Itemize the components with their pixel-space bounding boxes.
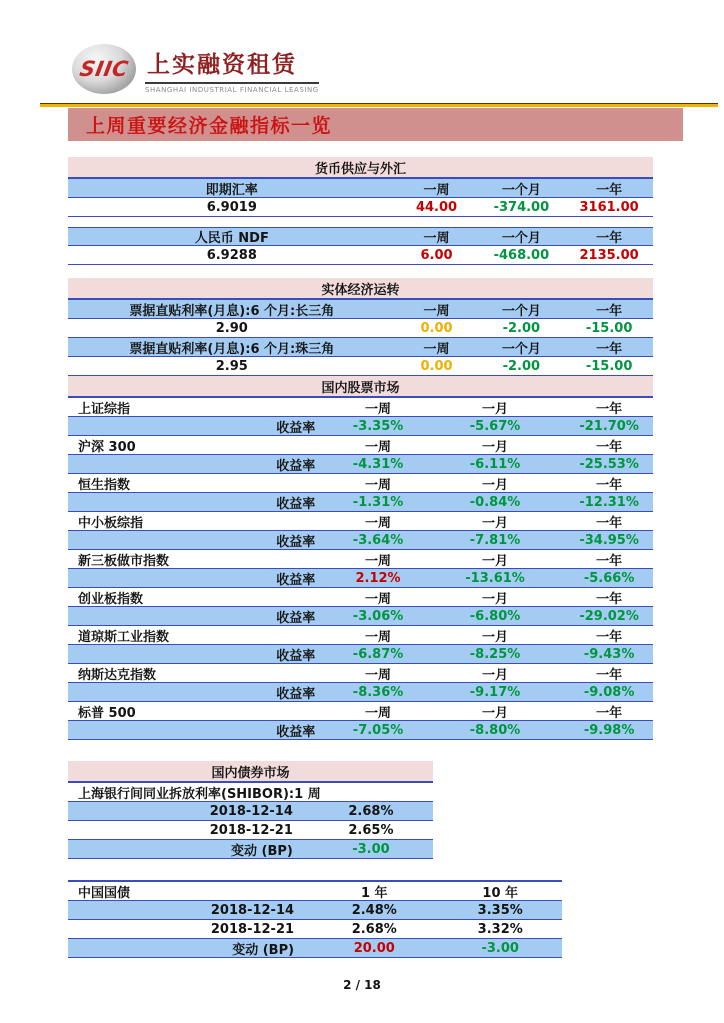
yield-value: -4.31% [352, 456, 404, 472]
period-header: 一个月 [501, 341, 541, 357]
yield-label: 收益率 [276, 724, 316, 740]
treasury-table [68, 880, 562, 958]
period-header: 一月 [482, 629, 509, 645]
indicator-value-row [68, 319, 653, 338]
change-value: -374.00 [493, 199, 550, 215]
treasury-label: 中国国债 [78, 885, 131, 901]
period-header: 一周 [365, 591, 392, 607]
section-title: 实体经济运转 [321, 282, 400, 298]
yield-value: -21.70% [579, 418, 639, 434]
yield-value: -34.95% [579, 532, 639, 548]
row-label: 2018-12-14 [209, 803, 293, 819]
siic-logo-icon [72, 44, 136, 94]
row-value: 3.35% [477, 902, 523, 918]
page-title-banner [68, 108, 683, 141]
economy-table [68, 278, 653, 376]
index-name: 恒生指数 [78, 477, 131, 493]
row-value: 2.68% [348, 803, 394, 819]
change-value: -2.00 [502, 358, 541, 374]
period-header: 一年 [596, 591, 623, 607]
period-header: 一年 [596, 401, 623, 417]
page-number: 2 / 18 [343, 978, 381, 992]
period-header: 一年 [596, 515, 623, 531]
row-value: -3.00 [481, 940, 519, 956]
row-value: 20.00 [353, 940, 395, 956]
data-row [68, 939, 562, 958]
yield-value: -29.02% [579, 608, 639, 624]
section-title: 国内债券市场 [211, 765, 290, 781]
company-name-cn: 上实融资租赁 [145, 44, 319, 84]
change-value: 44.00 [415, 199, 458, 215]
yield-value: -12.31% [579, 494, 639, 510]
period-header: 一年 [596, 477, 623, 493]
period-header: 一周 [365, 515, 392, 531]
index-header-row [68, 550, 653, 569]
row-label: 变动 (BP) [232, 942, 295, 958]
data-row [68, 802, 433, 821]
period-header: 一年 [596, 629, 623, 645]
index-yield-row [68, 645, 653, 664]
period-header: 一周 [365, 401, 392, 417]
yield-label: 收益率 [276, 496, 316, 512]
period-header: 一周 [423, 303, 450, 319]
index-name: 创业板指数 [78, 591, 144, 607]
index-name: 新三板做市指数 [78, 553, 170, 569]
indicator-label: 票据直贴利率(月息):6 个月:长三角 [129, 303, 335, 319]
index-header-row [68, 512, 653, 531]
period-header: 一年 [596, 705, 623, 721]
period-header: 一年 [596, 341, 623, 357]
period-header: 一月 [482, 591, 509, 607]
yield-label: 收益率 [276, 420, 316, 436]
yield-value: -8.36% [352, 684, 404, 700]
index-yield-row [68, 683, 653, 702]
change-value: 6.00 [420, 247, 453, 263]
index-yield-row [68, 569, 653, 588]
index-yield-row [68, 417, 653, 436]
period-header: 一周 [423, 231, 450, 246]
index-name: 上证综指 [78, 401, 131, 417]
period-header: 一年 [596, 303, 623, 319]
period-header: 一周 [423, 341, 450, 357]
change-value: 2135.00 [579, 247, 639, 263]
section-header [68, 376, 653, 398]
table-gap [68, 217, 653, 227]
index-header-row [68, 474, 653, 493]
yield-label: 收益率 [276, 458, 316, 474]
period-header: 一年 [596, 667, 623, 683]
indicator-header-row [68, 179, 653, 198]
yield-value: -13.61% [465, 570, 525, 586]
index-header-row [68, 588, 653, 607]
indicator-header-row [68, 338, 653, 357]
period-header: 一年 [596, 553, 623, 569]
section-header [68, 278, 653, 300]
data-row [68, 901, 562, 920]
yield-value: -1.31% [352, 494, 404, 510]
row-value: 2.48% [351, 902, 397, 918]
stock-market-table [68, 376, 653, 740]
indicator-label: 票据直贴利率(月息):6 个月:珠三角 [129, 341, 335, 357]
indicator-header-row [68, 227, 653, 246]
data-row [68, 840, 433, 859]
yield-value: -5.67% [469, 418, 521, 434]
yield-value: -7.05% [352, 722, 404, 738]
yield-value: -9.08% [583, 684, 635, 700]
yield-value: -5.66% [583, 570, 635, 586]
indicator-value-row [68, 198, 653, 217]
yield-value: -3.06% [352, 608, 404, 624]
change-value: 3161.00 [579, 199, 639, 215]
period-header: 一周 [365, 439, 392, 455]
yield-label: 收益率 [276, 610, 316, 626]
yield-value: -6.80% [469, 608, 521, 624]
yield-label: 收益率 [276, 572, 316, 588]
row-value: 2.68% [351, 921, 397, 937]
siic-logo-text: SIIC [77, 57, 131, 81]
row-value: 3.32% [477, 921, 523, 937]
change-value: 0.00 [420, 358, 453, 374]
period-header: 一个月 [501, 231, 541, 246]
shibor-label: 上海银行间同业拆放利率(SHIBOR):1 周 [78, 786, 321, 802]
index-header-row [68, 398, 653, 417]
tenor-header: 10 年 [482, 885, 519, 901]
index-name: 纳斯达克指数 [78, 667, 157, 683]
row-label: 变动 (BP) [231, 843, 293, 859]
change-value: -2.00 [502, 320, 541, 336]
period-header: 一年 [596, 231, 623, 246]
index-header-row [68, 664, 653, 683]
tenor-header: 1 年 [360, 885, 388, 901]
yield-value: -8.25% [469, 646, 521, 662]
period-header: 一周 [423, 182, 450, 198]
index-header-row [68, 436, 653, 455]
yield-label: 收益率 [276, 686, 316, 702]
period-header: 一周 [365, 705, 392, 721]
company-name-en: SHANGHAI INDUSTRIAL FINANCIAL LEASING [145, 86, 319, 94]
section-title: 货币供应与外汇 [314, 161, 406, 177]
shibor-label-row [68, 783, 433, 802]
period-header: 一年 [596, 439, 623, 455]
yield-value: -9.17% [469, 684, 521, 700]
period-header: 一年 [596, 182, 623, 198]
yield-label: 收益率 [276, 534, 316, 550]
company-names [145, 44, 319, 94]
change-value: -468.00 [493, 247, 550, 263]
period-header: 一月 [482, 705, 509, 721]
period-header: 一周 [365, 629, 392, 645]
section-header [68, 761, 433, 783]
yield-value: -7.81% [469, 532, 521, 548]
index-name: 沪深 300 [78, 439, 136, 455]
page-title: 上周重要经济金融指标一览 [86, 115, 333, 137]
data-row [68, 821, 433, 840]
indicator-value: 6.9019 [206, 199, 257, 215]
change-value: 0.00 [420, 320, 453, 336]
index-yield-row [68, 455, 653, 474]
indicator-value: 6.9288 [206, 247, 257, 263]
change-value: -15.00 [585, 320, 633, 336]
gold-divider [40, 103, 718, 107]
period-header: 一月 [482, 477, 509, 493]
section-title: 国内股票市场 [321, 380, 400, 396]
period-header: 一个月 [501, 182, 541, 198]
indicator-label: 即期汇率 [205, 182, 258, 198]
forex-table [68, 157, 653, 265]
indicator-label: 人民币 NDF [194, 231, 269, 246]
index-yield-row [68, 493, 653, 512]
period-header: 一月 [482, 667, 509, 683]
yield-value: -25.53% [579, 456, 639, 472]
indicator-value: 2.90 [215, 320, 248, 336]
yield-label: 收益率 [276, 648, 316, 664]
yield-value: 2.12% [355, 570, 401, 586]
period-header: 一月 [482, 553, 509, 569]
row-value: -3.00 [352, 841, 390, 857]
period-header: 一个月 [501, 303, 541, 319]
indicator-value-row [68, 357, 653, 376]
row-value: 2.65% [348, 822, 394, 838]
yield-value: -6.11% [469, 456, 521, 472]
indicator-value: 2.95 [215, 358, 248, 374]
index-yield-row [68, 531, 653, 550]
section-header [68, 157, 653, 179]
change-value: -15.00 [585, 358, 633, 374]
period-header: 一周 [365, 477, 392, 493]
index-yield-row [68, 721, 653, 740]
yield-value: -3.64% [352, 532, 404, 548]
indicator-header-row [68, 300, 653, 319]
period-header: 一周 [365, 667, 392, 683]
yield-value: -6.87% [352, 646, 404, 662]
yield-value: -9.98% [583, 722, 635, 738]
index-header-row [68, 626, 653, 645]
index-name: 标普 500 [78, 705, 136, 721]
yield-value: -0.84% [469, 494, 521, 510]
index-name: 中小板综指 [78, 515, 144, 531]
company-logo [72, 0, 724, 94]
data-row [68, 920, 562, 939]
index-header-row [68, 702, 653, 721]
treasury-header-row [68, 882, 562, 901]
bond-market-table [68, 761, 433, 859]
row-label: 2018-12-21 [210, 921, 295, 937]
period-header: 一月 [482, 515, 509, 531]
row-label: 2018-12-14 [210, 902, 295, 918]
yield-value: -3.35% [352, 418, 404, 434]
index-yield-row [68, 607, 653, 626]
yield-value: -8.80% [469, 722, 521, 738]
index-name: 道琼斯工业指数 [78, 629, 170, 645]
yield-value: -9.43% [583, 646, 635, 662]
period-header: 一月 [482, 401, 509, 417]
row-label: 2018-12-21 [209, 822, 293, 838]
period-header: 一月 [482, 439, 509, 455]
indicator-value-row [68, 246, 653, 265]
period-header: 一周 [365, 553, 392, 569]
